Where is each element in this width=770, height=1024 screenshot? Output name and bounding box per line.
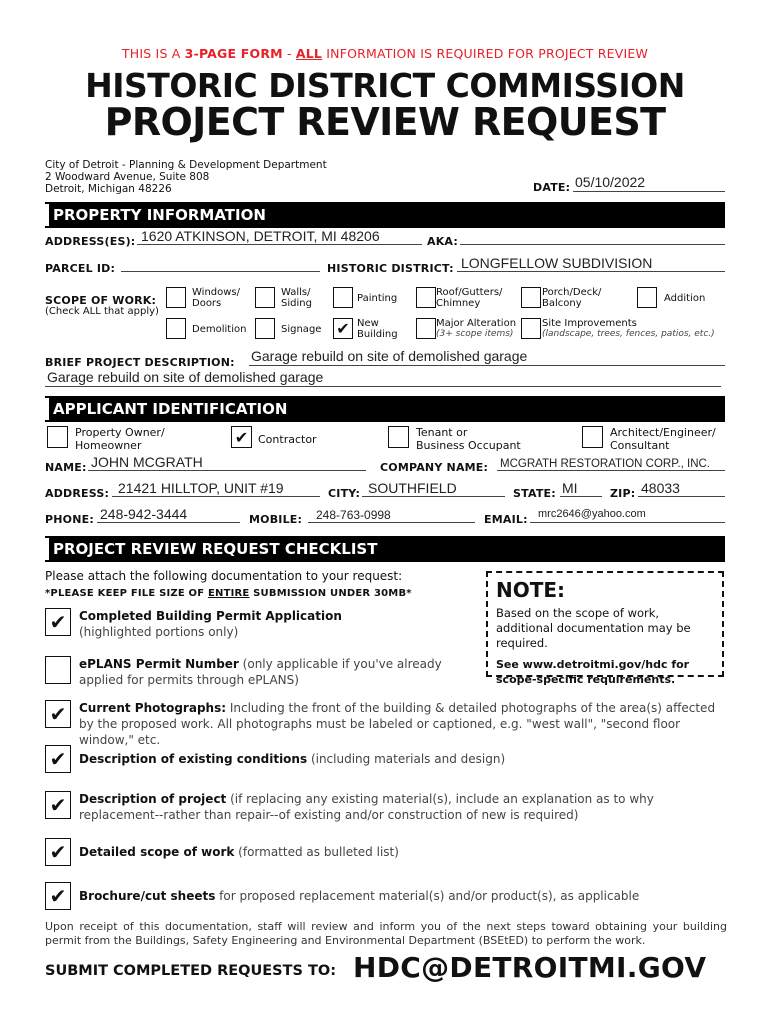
project-description-field-1[interactable] <box>249 348 725 366</box>
company-name-value: MCGRATH RESTORATION CORP., INC. <box>500 458 710 470</box>
city-value: SOUTHFIELD <box>368 480 457 496</box>
state-value: MI <box>562 480 578 496</box>
name-field[interactable] <box>88 454 366 471</box>
department-street: 2 Woodward Avenue, Suite 808 <box>45 171 210 183</box>
applicant-type-checkbox-property-owner[interactable] <box>47 426 68 448</box>
applicant-type-line-1: Property Owner/ <box>75 426 165 439</box>
parcel-id-field[interactable] <box>121 256 320 272</box>
section-applicant-identification: APPLICANT IDENTIFICATION <box>45 396 725 422</box>
checklist-checkbox-4[interactable]: ✔ <box>45 745 71 773</box>
checklist-item-title: Completed Building Permit Application <box>79 609 342 623</box>
note-title: NOTE: <box>496 578 566 602</box>
mobile-field[interactable] <box>308 507 475 523</box>
footer-instructions: Upon receipt of this documentation, staff will review and inform you of the next steps toward obtaining your building permit from the Buildings, Safety Engineering and Environmental Department (BSEtED) to perform the work. <box>45 920 727 947</box>
scope-option-line-2: (landscape, trees, fences, patios, etc.) <box>542 329 715 339</box>
project-description-value-1: Garage rebuild on site of demolished garage <box>251 348 528 364</box>
scope-option-line-2: Building <box>357 329 398 340</box>
title-line-1: HISTORIC DISTRICT COMMISSION <box>85 66 685 105</box>
checklist-checkbox-1[interactable]: ✔ <box>45 608 71 636</box>
notice-text-2: - <box>282 46 296 61</box>
scope-checkbox-windows-doors[interactable] <box>166 287 186 308</box>
checklist-item-text <box>79 656 459 688</box>
scope-option-line-1: Painting <box>357 293 398 304</box>
company-name-field[interactable] <box>497 456 725 471</box>
applicant-type-label <box>258 433 317 446</box>
submit-label: SUBMIT COMPLETED REQUESTS TO: <box>45 963 336 979</box>
historic-district-field[interactable] <box>457 254 725 272</box>
applicant-type-label <box>75 426 165 452</box>
scope-of-work-hint: (Check ALL that apply) <box>45 306 159 317</box>
file-size-note-2: SUBMISSION UNDER 30MB* <box>249 588 412 599</box>
scope-checkbox-site-improvements-landscape-trees-fences-patios-etc[interactable] <box>521 318 541 339</box>
checklist-item-text <box>79 844 729 860</box>
section-review-checklist: PROJECT REVIEW REQUEST CHECKLIST <box>45 536 725 562</box>
zip-field[interactable] <box>638 479 725 497</box>
name-value: JOHN MCGRATH <box>91 454 203 470</box>
project-description-field-2[interactable] <box>45 368 721 387</box>
scope-option-line-1: Windows/ <box>192 287 241 298</box>
section-property-information: PROPERTY INFORMATION <box>45 202 725 228</box>
scope-checkbox-walls-siding[interactable] <box>255 287 275 308</box>
scope-option-line-2: Doors <box>192 298 222 309</box>
notice-text-1: THIS IS A <box>121 46 185 61</box>
checklist-item-title: Current Photographs: <box>79 701 227 715</box>
phone-value: 248-942-3444 <box>100 506 188 522</box>
address-field[interactable] <box>137 229 422 245</box>
aka-field[interactable] <box>460 229 725 245</box>
applicant-type-checkbox-architect-engineer[interactable] <box>582 426 603 448</box>
scope-option-line-1: Roof/Gutters/ <box>436 287 503 298</box>
checklist-item-desc: (including materials and design) <box>307 752 506 766</box>
required-notice <box>0 46 770 61</box>
email-value: mrc2646@yahoo.com <box>538 508 646 520</box>
applicant-type-checkbox-tenant-or[interactable] <box>388 426 409 448</box>
applicant-type-checkbox-contractor[interactable]: ✔ <box>231 426 252 448</box>
scope-of-work-label: SCOPE OF WORK: <box>45 294 157 307</box>
zip-value: 48033 <box>641 480 680 496</box>
scope-option-line-1: Addition <box>664 293 706 304</box>
phone-label: PHONE: <box>45 513 94 526</box>
applicant-type-line-1: Architect/Engineer/ <box>610 426 716 439</box>
applicant-type-line-2: Business Occupant <box>416 439 521 452</box>
notice-text-3: INFORMATION IS REQUIRED FOR PROJECT REVIEW <box>322 46 649 61</box>
city-field[interactable] <box>362 479 505 497</box>
checklist-intro: Please attach the following documentation to your request: <box>45 569 403 583</box>
scope-checkbox-porch-deck-balcony[interactable] <box>521 287 541 308</box>
scope-option-label <box>357 293 397 304</box>
scope-option-label <box>664 293 705 304</box>
scope-option-label <box>436 318 516 340</box>
checklist-item-text <box>79 751 729 767</box>
email-label: EMAIL: <box>484 513 528 526</box>
scope-option-line-1: New <box>357 318 379 329</box>
parcel-id-label: PARCEL ID: <box>45 262 116 275</box>
state-field[interactable] <box>560 479 602 497</box>
checklist-item-text <box>79 791 719 823</box>
checklist-item-title: Brochure/cut sheets <box>79 889 216 903</box>
department-address <box>45 159 327 195</box>
checklist-item-text <box>79 888 729 904</box>
mobile-label: MOBILE: <box>249 513 303 526</box>
checklist-item-title: Description of project <box>79 792 227 806</box>
date-label: DATE: <box>533 181 571 194</box>
address-value: 1620 ATKINSON, DETROIT, MI 48206 <box>141 228 380 244</box>
scope-option-line-1: Walls/ <box>281 287 311 298</box>
applicant-type-line-2: Homeowner <box>75 439 142 452</box>
notice-underline: ALL <box>295 46 323 61</box>
applicant-type-label <box>610 426 716 452</box>
project-description-label: BRIEF PROJECT DESCRIPTION: <box>45 356 235 369</box>
scope-option-label <box>436 287 502 309</box>
scope-option-line-1: Demolition <box>192 324 247 335</box>
department-city: Detroit, Michigan 48226 <box>45 183 172 195</box>
checklist-item-desc: (if replacing any existing material(s), include an explanation as to why replacement--rather than repair--of existing and/or construction of new is required) <box>79 792 654 822</box>
email-field[interactable] <box>530 507 725 523</box>
checklist-item-title: Description of existing conditions <box>79 752 308 766</box>
applicant-address-field[interactable] <box>112 479 320 497</box>
name-label: NAME: <box>45 461 87 474</box>
scope-checkbox-major-alteration-scope-items[interactable] <box>416 318 436 339</box>
scope-checkbox-roof-gutters-chimney[interactable] <box>416 287 436 308</box>
note-text-2: See www.detroitmi.gov/hdc for scope-specific requirements. <box>496 658 690 686</box>
checklist-checkbox-6[interactable]: ✔ <box>45 838 71 866</box>
scope-option-line-1: Site Improvements <box>542 318 637 329</box>
scope-option-line-2: (3+ scope items) <box>436 329 514 339</box>
checklist-checkbox-5[interactable]: ✔ <box>45 791 71 819</box>
checklist-item-desc: (only applicable if you've already applied for permits through ePLANS) <box>79 657 442 687</box>
scope-option-label <box>281 287 312 309</box>
zip-label: ZIP: <box>610 487 636 500</box>
checklist-item-text <box>79 608 479 640</box>
company-name-label: COMPANY NAME: <box>380 461 489 474</box>
scope-option-label <box>192 287 240 309</box>
applicant-type-line-1: Tenant or <box>416 426 468 439</box>
file-size-note-1: *PLEASE KEEP FILE SIZE OF <box>45 588 208 599</box>
phone-field[interactable] <box>97 505 240 523</box>
applicant-type-line-2: Consultant <box>610 439 670 452</box>
address-label: ADDRESS(ES): <box>45 235 136 248</box>
checklist-item-text <box>79 700 729 748</box>
applicant-type-line-1: Contractor <box>258 433 317 446</box>
checklist-item-title: Detailed scope of work <box>79 845 235 859</box>
scope-option-line-2: Chimney <box>436 298 481 309</box>
department-name: City of Detroit - Planning & Development Department <box>45 159 327 171</box>
submit-email-link[interactable]: HDC@DETROITMI.GOV <box>353 951 707 984</box>
checklist-item-desc: (formatted as bulleted list) <box>234 845 399 859</box>
checklist-checkbox-7[interactable]: ✔ <box>45 882 71 910</box>
scope-option-label <box>357 318 398 340</box>
scope-option-line-1: Signage <box>281 324 322 335</box>
scope-checkbox-signage[interactable] <box>255 318 275 339</box>
historic-district-value: LONGFELLOW SUBDIVISION <box>461 255 653 271</box>
scope-option-label <box>542 318 715 340</box>
scope-checkbox-newbuilding[interactable]: ✔ <box>333 318 353 339</box>
city-label: CITY: <box>328 487 361 500</box>
scope-option-line-1: Major Alteration <box>436 318 517 329</box>
applicant-address-value: 21421 HILLTOP, UNIT #19 <box>118 480 284 496</box>
checklist-checkbox-2[interactable] <box>45 656 71 684</box>
date-value: 05/10/2022 <box>575 174 646 190</box>
checklist-checkbox-3[interactable]: ✔ <box>45 700 71 728</box>
scope-option-line-2: Siding <box>281 298 312 309</box>
date-field[interactable] <box>573 174 725 192</box>
scope-option-line-2: Balcony <box>542 298 582 309</box>
scope-checkbox-painting[interactable] <box>333 287 353 308</box>
scope-option-label <box>192 324 246 335</box>
note-box <box>486 571 724 686</box>
checklist-item-desc: Including the front of the building & detailed photographs of the area(s) affected by the proposed work. All photographs must be labeled or captioned, e.g. "west wall", "second floor window," etc. <box>79 701 716 747</box>
file-size-note <box>45 588 412 599</box>
aka-label: AKA: <box>427 235 458 248</box>
scope-option-label <box>281 324 321 335</box>
scope-option-line-1: Porch/Deck/ <box>542 287 602 298</box>
file-size-note-underline: ENTIRE <box>207 588 250 599</box>
scope-checkbox-addition[interactable] <box>637 287 657 308</box>
state-label: STATE: <box>513 487 556 500</box>
scope-option-label <box>542 287 601 309</box>
checklist-item-desc: for proposed replacement material(s) and/or product(s), as applicable <box>215 889 640 903</box>
applicant-address-label: ADDRESS: <box>45 487 110 500</box>
title-line-2: PROJECT REVIEW REQUEST <box>104 100 666 144</box>
historic-district-label: HISTORIC DISTRICT: <box>327 262 454 275</box>
scope-checkbox-demolition[interactable] <box>166 318 186 339</box>
mobile-value: 248-763-0998 <box>316 508 391 522</box>
project-description-value-2: Garage rebuild on site of demolished garage <box>47 369 324 385</box>
note-text-1: Based on the scope of work, additional documentation may be required. <box>496 606 691 650</box>
checklist-item-desc: (highlighted portions only) <box>79 625 239 639</box>
checklist-item-title: ePLANS Permit Number <box>79 657 239 671</box>
applicant-type-label <box>416 426 521 452</box>
notice-bold: 3-PAGE FORM <box>184 46 283 61</box>
